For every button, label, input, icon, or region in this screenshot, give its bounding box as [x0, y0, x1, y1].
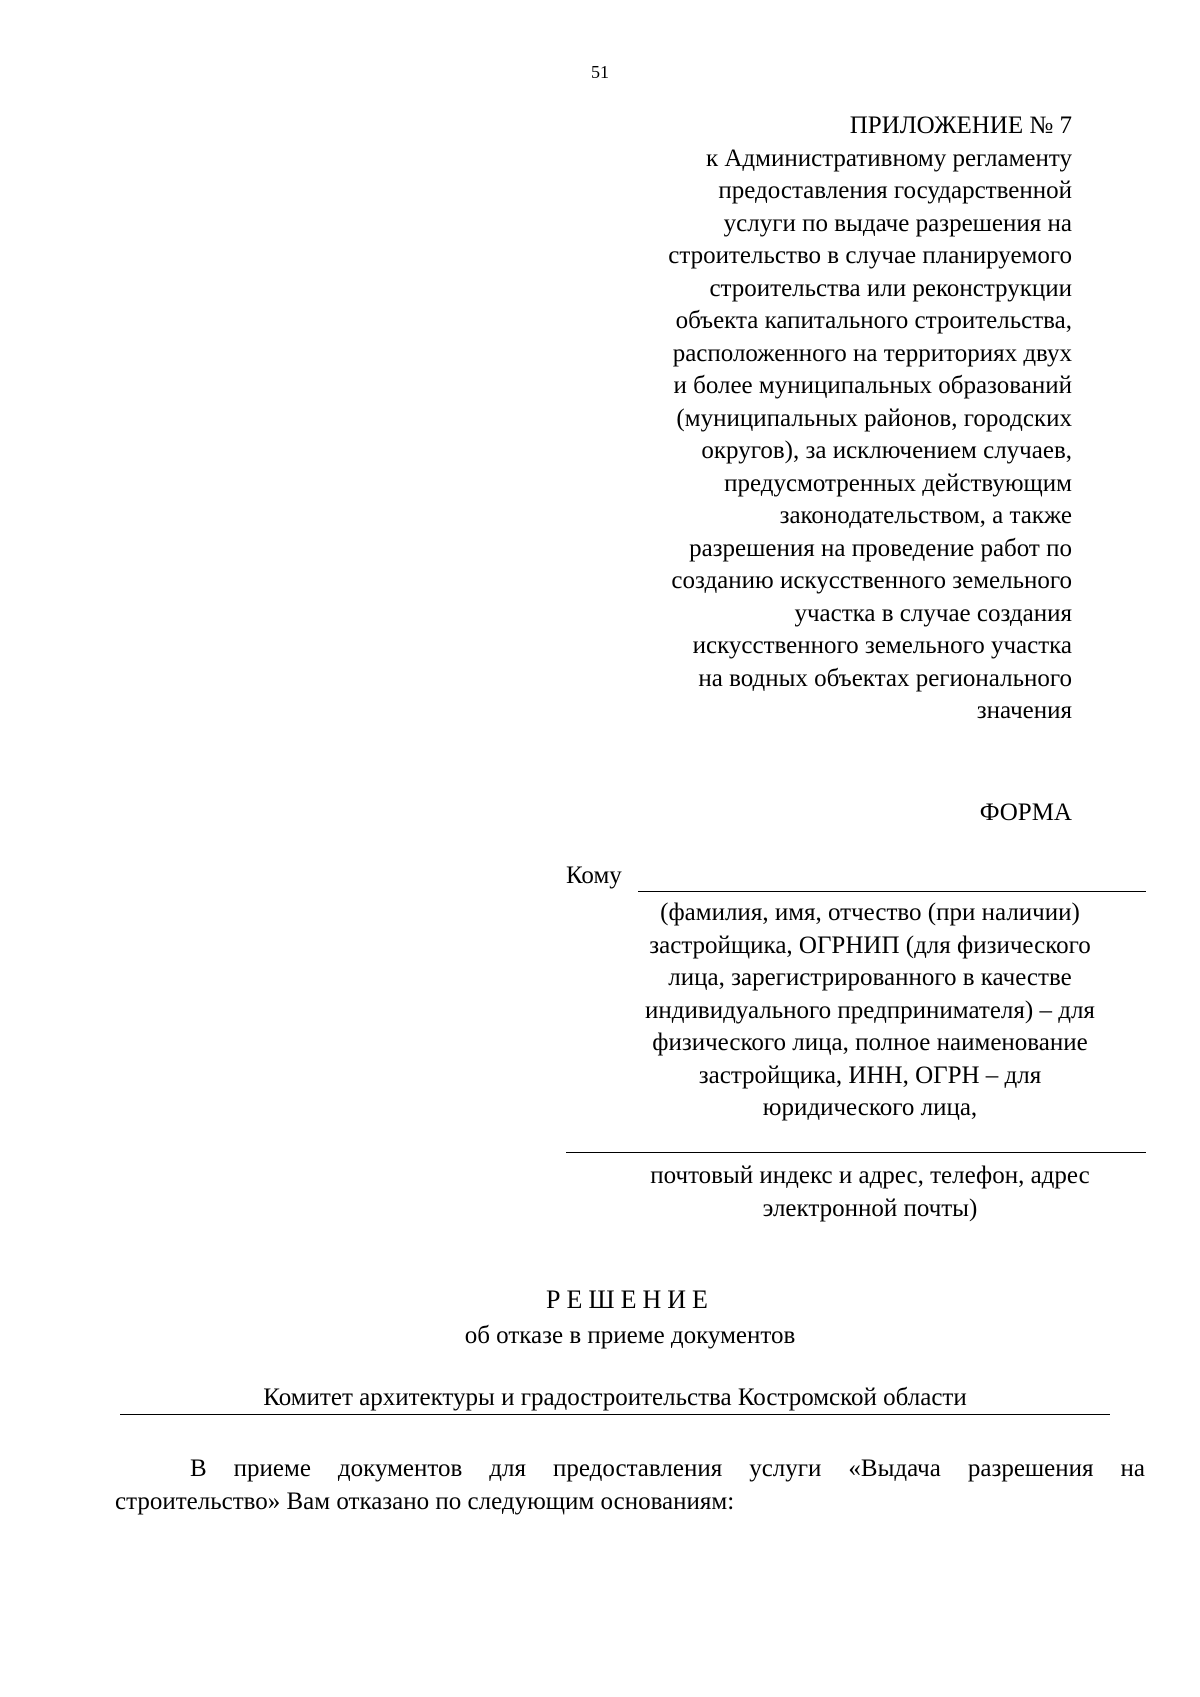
appendix-line: (муниципальных районов, городских — [676, 404, 1072, 432]
form-label: ФОРМА — [979, 799, 1072, 826]
appendix-line: законодательством, а также — [779, 502, 1072, 529]
appendix-line: предусмотренных действующим — [724, 469, 1072, 497]
address-hint-line: электронной почты) — [762, 1194, 978, 1222]
appendix-line: строительства или реконструкции — [709, 274, 1072, 302]
appendix-line: и более муниципальных образований — [673, 372, 1072, 399]
appendix-header — [512, 110, 1072, 728]
recipient-hint-line: индивидуального предпринимателя) – для — [645, 996, 1095, 1024]
appendix-line: созданию искусственного земельного — [671, 567, 1072, 594]
appendix-title: ПРИЛОЖЕНИЕ № 7 — [849, 112, 1072, 139]
appendix-line: строительство в случае планируемого — [668, 242, 1072, 269]
appendix-line: разрешения на проведение работ по — [689, 534, 1072, 562]
address-hint — [600, 1160, 1140, 1225]
appendix-line: объекта капитального строительства, — [675, 307, 1072, 334]
recipient-label: Кому — [566, 862, 622, 889]
recipient-hint — [600, 897, 1140, 1125]
recipient-hint-line: физического лица, полное наименование — [652, 1029, 1088, 1056]
appendix-line: услуги по выдаче разрешения на — [723, 209, 1072, 237]
committee-name: Комитет архитектуры и градостроительства Костромской области — [120, 1384, 1110, 1415]
decision-title: РЕШЕНИЕ — [546, 1285, 714, 1314]
address-blank-line — [566, 1152, 1146, 1153]
recipient-hint-line: застройщика, ИНН, ОГРН – для — [698, 1061, 1042, 1089]
decision-subtitle: об отказе в приеме документов — [464, 1322, 796, 1349]
appendix-line: значения — [976, 697, 1072, 724]
appendix-line: расположенного на территориях двух — [672, 339, 1072, 367]
recipient-hint-line: лица, зарегистрированного в качестве — [668, 964, 1072, 991]
appendix-line: на водных объектах регионального — [698, 664, 1072, 692]
address-hint-line: почтовый индекс и адрес, телефон, адрес — [650, 1162, 1090, 1189]
recipient-row — [566, 862, 1146, 894]
body-paragraph: В приеме документов для предоставления услуги «Выдача разрешения на строительство» Вам отказано по следующим основаниям: — [115, 1455, 1145, 1515]
recipient-hint-line: (фамилия, имя, отчество (при наличии) — [660, 899, 1080, 926]
recipient-hint-line: застройщика, ОГРНИП (для физического — [649, 931, 1091, 959]
appendix-line: округов), за исключением случаев, — [701, 437, 1072, 464]
recipient-hint-line: юридического лица, — [762, 1094, 978, 1121]
appendix-line: участка в случае создания — [794, 599, 1072, 627]
recipient-blank-line — [638, 891, 1146, 892]
appendix-line: искусственного земельного участка — [692, 632, 1072, 659]
appendix-line: к Административному регламенту — [705, 144, 1072, 172]
page-number: 51 — [591, 62, 609, 82]
appendix-line: предоставления государственной — [718, 177, 1072, 204]
